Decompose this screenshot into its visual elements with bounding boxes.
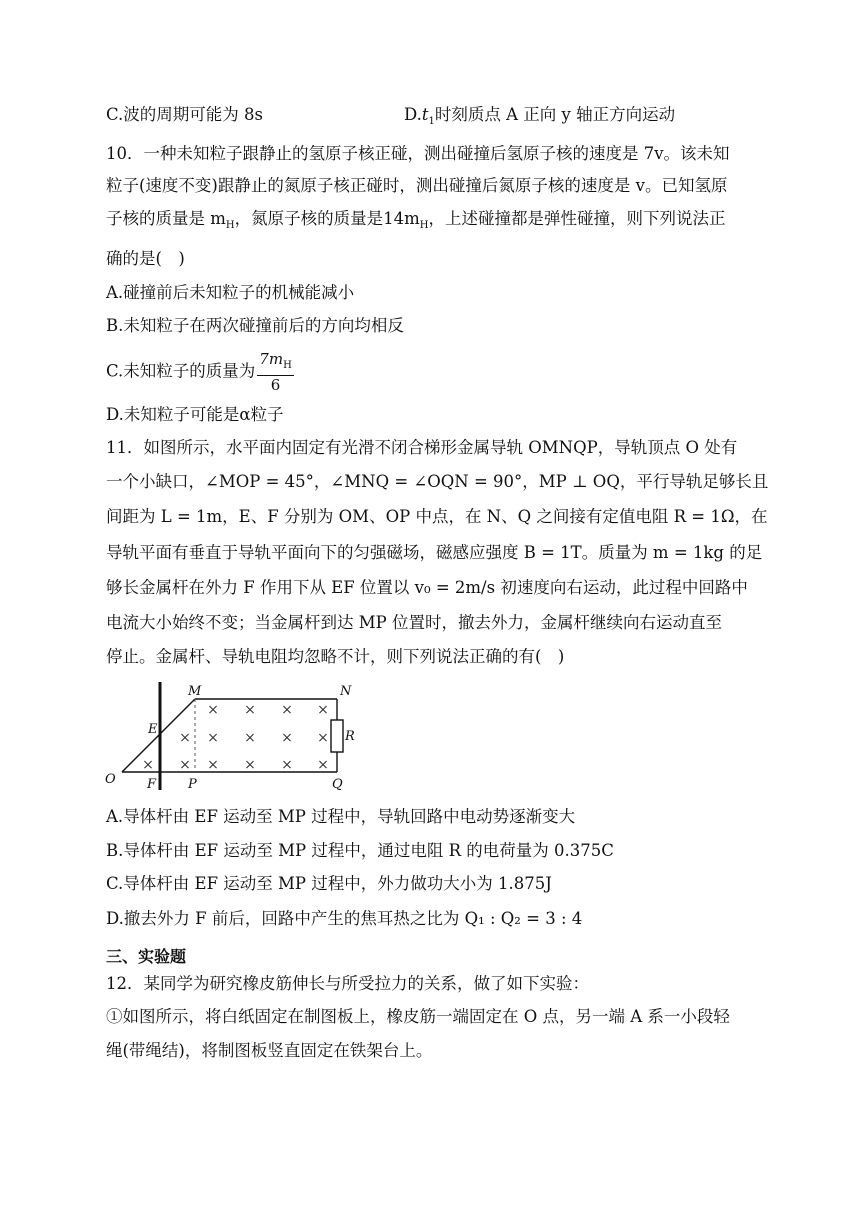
field-mark: ×: [281, 702, 293, 718]
q11-option-d: D.撤去外力 F 前后，回路中产生的焦耳热之比为 Q₁ : Q₂ = 3 : 4: [106, 909, 583, 928]
field-mark: ×: [281, 757, 293, 773]
q9-option-d: $D.t_1$时刻质点 A 正向 y 轴正方向运动: [404, 105, 676, 127]
q12-stem-line-2: ①如图所示，将白纸固定在制图板上，橡皮筋一端固定在 O 点，另一端 A 系一小段轻: [106, 1007, 730, 1026]
q11-stem-line-6: 电流大小始终不变；当金属杆到达 MP 位置时，撤去外力，金属杆继续向右运动直至: [106, 613, 722, 632]
q11-stem-line-1: 11．如图所示，水平面内固定有光滑不闭合梯形金属导轨 OMNQP，导轨顶点 O 处有: [106, 438, 738, 457]
field-mark: ×: [281, 730, 293, 746]
q10-stem-line-1: 10．一种未知粒子跟静止的氢原子核正碰，测出碰撞后氢原子核的速度是 7v。该未知: [106, 144, 730, 163]
q11-option-a: A.导体杆由 EF 运动至 MP 过程中，导轨回路中电动势逐渐变大: [106, 807, 576, 826]
label-O: O: [105, 772, 116, 787]
field-mark: ×: [317, 702, 329, 718]
q11-stem-line-4: 导轨平面有垂直于导轨平面向下的匀强磁场，磁感应强度 B = 1T。质量为 m = 1kg 的足: [106, 543, 763, 562]
q12-stem-line-3: 绳(带绳结)，将制图板竖直固定在铁架台上。: [106, 1041, 433, 1060]
q11-option-b: B.导体杆由 EF 运动至 MP 过程中，通过电阻 R 的电荷量为 0.375C: [106, 841, 614, 860]
label-P: P: [188, 777, 197, 792]
label-M: M: [188, 684, 202, 699]
field-mark: ×: [142, 757, 154, 773]
field-mark: ×: [317, 757, 329, 773]
label-R: R: [345, 729, 355, 744]
mass-fraction: $\frac{7m_H}{6}$: [259, 350, 292, 394]
field-mark: ×: [244, 757, 256, 773]
q10-option-a: A.碰撞前后未知粒子的机械能减小: [106, 283, 355, 302]
field-mark: ×: [207, 730, 219, 746]
q10-option-b: B.未知粒子在两次碰撞前后的方向均相反: [106, 316, 404, 335]
q11-option-c: C.导体杆由 EF 运动至 MP 过程中，外力做功大小为 1.875J: [106, 874, 552, 893]
label-Q: Q: [332, 777, 343, 792]
label-E: E: [148, 722, 158, 737]
trapezoid-rail-diagram: [100, 680, 370, 795]
label-N: N: [340, 684, 352, 699]
field-mark: ×: [207, 757, 219, 773]
q10-stem-line-3: 子核的质量是 $m_H$，氮原子核的质量是$14m_H$，上述碰撞都是弹性碰撞，则下列说法正: [106, 209, 726, 231]
q11-stem-line-7: 停止。金属杆、导轨电阻均忽略不计，则下列说法正确的有( ): [106, 647, 565, 666]
resistor-R: [331, 720, 343, 752]
q10-option-c: C.未知粒子的质量为 $\frac{7m_H}{6}$: [106, 350, 292, 394]
field-mark: ×: [244, 730, 256, 746]
field-mark: ×: [179, 730, 191, 746]
field-mark: ×: [207, 702, 219, 718]
q12-stem-line-1: 12．某同学为研究橡皮筋伸长与所受拉力的关系，做了如下实验：: [106, 974, 589, 993]
magnetic-field-marks: [142, 702, 329, 773]
label-F: F: [147, 777, 157, 792]
q10-stem-line-4: 确的是( ): [106, 249, 185, 268]
q10-option-d: D.未知粒子可能是α粒子: [106, 405, 284, 424]
q10-stem-line-2: 粒子(速度不变)跟静止的氮原子核正碰时，测出碰撞后氮原子核的速度是 v。已知氢原: [106, 176, 728, 195]
q11-stem-line-5: 够长金属杆在外力 F 作用下从 EF 位置以 v₀ = 2m/s 初速度向右运动，此过程中回路中: [106, 578, 748, 597]
section-title: 三、实验题: [106, 947, 187, 966]
field-mark: ×: [179, 757, 191, 773]
q9-option-c: C.波的周期可能为 8s: [106, 105, 263, 124]
q11-stem-line-3: 间距为 L = 1m，E、F 分别为 OM、OP 中点，在 N、Q 之间接有定值电阻 R = 1Ω，在: [106, 507, 768, 526]
field-mark: ×: [244, 702, 256, 718]
q11-stem-line-2: 一个小缺口，∠MOP = 45°，∠MNQ = ∠OQN = 90°，MP ⊥ OQ，平行导轨足够长且: [106, 472, 769, 491]
field-mark: ×: [317, 730, 329, 746]
